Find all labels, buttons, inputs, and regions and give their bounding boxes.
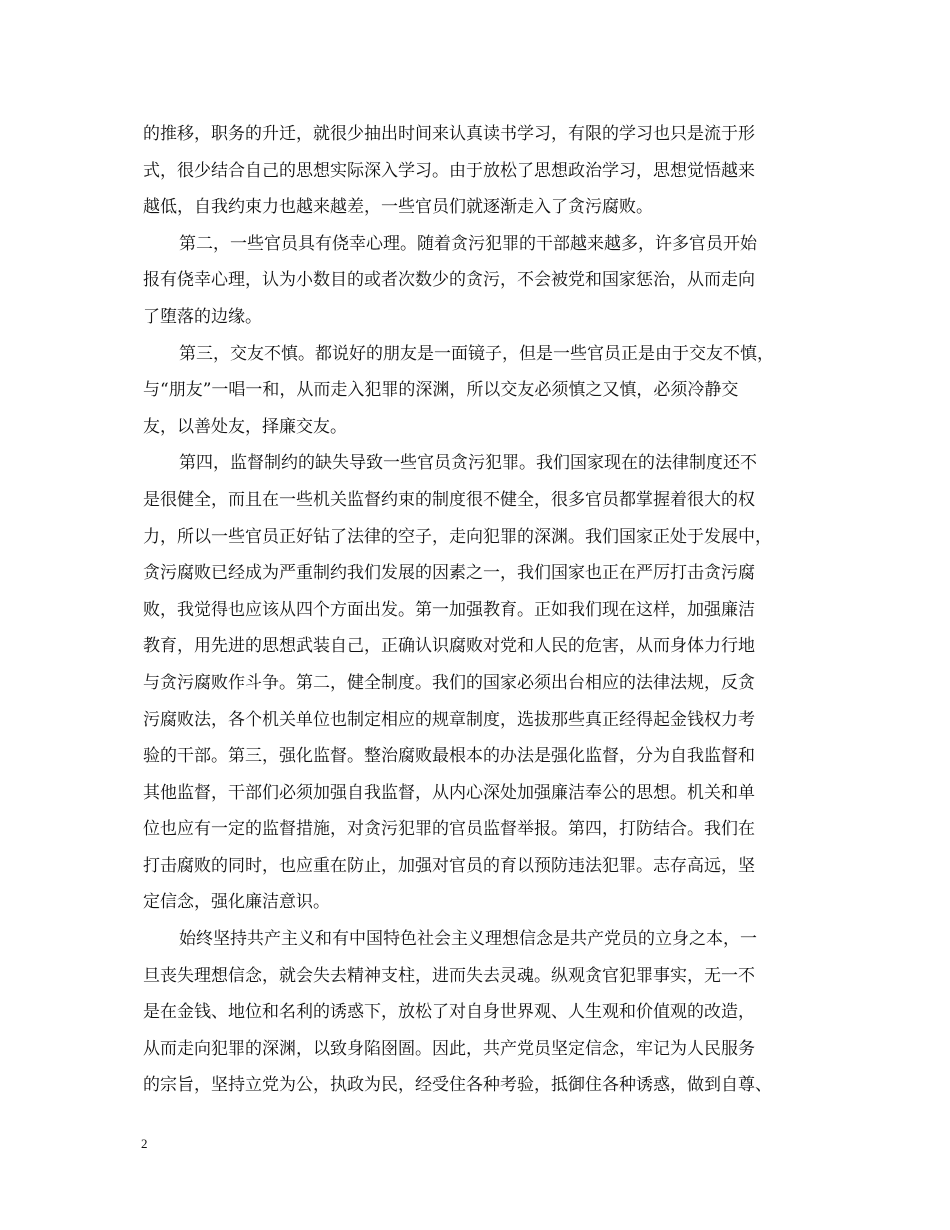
- text-line: 验的干部。第三，强化监督。整治腐败最根本的办法是强化监督，分为自我监督和: [143, 746, 755, 767]
- text-line: 污腐败法，各个机关单位也制定相应的规章制度，选拔那些真正经得起金钱权力考: [143, 709, 755, 730]
- text-line: 第二，一些官员具有侥幸心理。随着贪污犯罪的干部越来越多，许多官员开始: [179, 233, 757, 254]
- text-line: 教育，用先进的思想武装自己，正确认识腐败对党和人民的危害，从而身体力行地: [143, 636, 755, 657]
- text-line: 打击腐败的同时，也应重在防止，加强对官员的育以预防违法犯罪。志存高远，坚: [143, 855, 755, 876]
- text-line: 败，我觉得也应该从四个方面出发。第一加强教育。正如我们现在这样，加强廉洁: [143, 599, 755, 620]
- text-line: 报有侥幸心理，认为小数目的或者次数少的贪污，不会被党和国家惩治，从而走向: [143, 270, 755, 291]
- text-line: 了堕落的边缘。: [143, 306, 262, 327]
- text-line: 从而走向犯罪的深渊，以致身陷囹圄。因此，共产党员坚定信念，牢记为人民服务: [143, 1038, 755, 1059]
- document-body: [143, 116, 817, 1104]
- text-line: 越低，自我约束力也越来越差，一些官员们就逐渐走入了贪污腐败。: [143, 197, 653, 218]
- text-line: 其他监督，干部们必须加强自我监督，从内心深处加强廉洁奉公的思想。机关和单: [143, 782, 755, 803]
- text-line: 旦丧失理想信念，就会失去精神支柱，进而失去灵魂。纵观贪官犯罪事实，无一不: [143, 965, 755, 986]
- text-line: 式，很少结合自己的思想实际深入学习。由于放松了思想政治学习，思想觉悟越来: [143, 160, 755, 181]
- page-number: 2: [141, 1136, 148, 1151]
- text-line: 友，以善处友，择廉交友。: [143, 416, 347, 437]
- text-line: 贪污腐败已经成为严重制约我们发展的因素之一，我们国家也正在严厉打击贪污腐: [143, 563, 755, 584]
- text-line: 与贪污腐败作斗争。第二，健全制度。我们的国家必须出台相应的法律法规，反贪: [143, 672, 755, 693]
- text-line: 是在金钱、地位和名利的诱惑下，放松了对自身世界观、人生观和价值观的改造，: [143, 1002, 755, 1023]
- text-line: 与“朋友”一唱一和，从而走入犯罪的深渊，所以交友必须慎之又慎，必须冷静交: [143, 380, 739, 401]
- paragraph-1: [143, 116, 817, 226]
- paragraph-4: [143, 445, 817, 921]
- text-line: 第三，交友不慎。都说好的朋友是一面镜子，但是一些官员正是由于交友不慎，: [179, 343, 774, 364]
- text-line: 位也应有一定的监督措施，对贪污犯罪的官员监督举报。第四，打防结合。我们在: [143, 819, 755, 840]
- text-line: 力，所以一些官员正好钻了法律的空子，走向犯罪的深渊。我们国家正处于发展中，: [143, 526, 772, 547]
- paragraph-3: [143, 336, 817, 446]
- text-line: 定信念，强化廉洁意识。: [143, 892, 330, 913]
- text-line: 的推移，职务的升迁，就很少抽出时间来认真读书学习，有限的学习也只是流于形: [143, 124, 755, 144]
- text-line: 始终坚持共产主义和有中国特色社会主义理想信念是共产党员的立身之本，一: [179, 929, 757, 950]
- paragraph-2: [143, 226, 817, 336]
- paragraph-5: [143, 921, 817, 1104]
- text-line: 的宗旨，坚持立党为公，执政为民，经受住各种考验，抵御住各种诱惑，做到自尊、: [143, 1075, 772, 1096]
- text-line: 是很健全，而且在一些机关监督约束的制度很不健全，很多官员都掌握着很大的权: [143, 489, 755, 510]
- text-line: 第四，监督制约的缺失导致一些官员贪污犯罪。我们国家现在的法律制度还不: [179, 453, 757, 474]
